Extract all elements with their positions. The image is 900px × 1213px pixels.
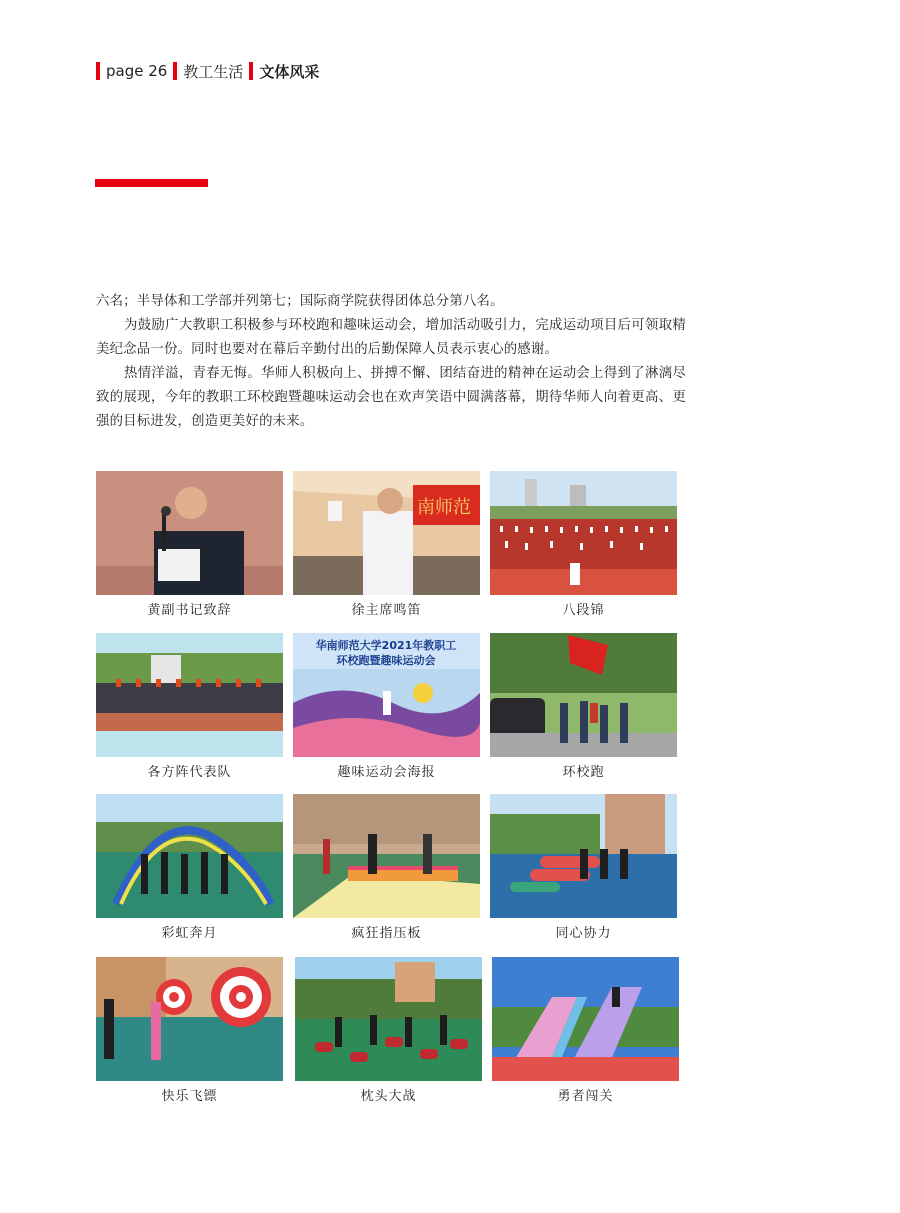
photo-figure <box>295 957 482 1104</box>
photo-speech <box>96 471 283 595</box>
photo-caption: 环校跑 <box>562 765 605 780</box>
photo-baduanjin <box>490 471 677 595</box>
photo-obstacle <box>492 957 679 1081</box>
photo-figure <box>490 633 677 780</box>
subsection-title: 文体风采 <box>259 62 320 81</box>
photo-figure <box>490 794 677 941</box>
poster-title: 华南师范大学2021年教职工 <box>315 639 457 652</box>
photo-figure <box>96 794 283 941</box>
header-page <box>96 62 167 80</box>
photo-figure <box>492 957 679 1104</box>
photo-caption: 各方阵代表队 <box>147 765 232 780</box>
paragraph: 为鼓励广大教职工积极参与环校跑和趣味运动会，增加活动吸引力，完成运动项目后可领取精美纪念品一份。同时也要对在幕后辛勤付出的后勤保障人员表示衷心的感谢。 <box>96 318 686 357</box>
page-header <box>96 60 325 82</box>
photo-figure <box>293 794 480 941</box>
photo-rainbow-moon <box>96 794 283 918</box>
photo-caption: 同心协力 <box>555 926 612 941</box>
photo-caption: 徐主席鸣笛 <box>351 603 422 618</box>
photo-caption: 黄副书记致辞 <box>147 603 232 618</box>
header-marker <box>96 62 100 80</box>
photo-darts <box>96 957 283 1081</box>
section-title: 教工生活 <box>183 62 244 81</box>
paragraph: 六名；半导体和工学部并列第七；国际商学院获得团体总分第八名。 <box>96 294 504 309</box>
photo-parade <box>96 633 283 757</box>
header-subsection <box>249 61 319 82</box>
photo-acupressure <box>293 794 480 918</box>
photo-figure <box>293 633 480 780</box>
photo-figure <box>96 957 283 1104</box>
article-body <box>96 290 686 434</box>
photo-figure <box>293 471 480 618</box>
photo-whistle <box>293 471 480 595</box>
photo-campus-run <box>490 633 677 757</box>
decorative-rule <box>95 179 208 187</box>
photo-caption: 勇者闯关 <box>557 1089 614 1104</box>
photo-caption: 疯狂指压板 <box>351 926 422 941</box>
photo-figure <box>490 471 677 618</box>
photo-caption: 趣味运动会海报 <box>337 765 436 780</box>
banner-text: 南师范 <box>417 497 471 518</box>
paragraph: 热情洋溢，青春无悔。华师人积极向上、拼搏不懈、团结奋进的精神在运动会上得到了淋漓尽致的展现，今年的教职工环校跑暨趣味运动会也在欢声笑语中圆满落幕，期待华师人向着更高、更强的目标进发，创造更美好的未来。 <box>96 366 686 429</box>
photo-caption: 八段锦 <box>562 603 605 618</box>
photo-caption: 快乐飞镖 <box>161 1089 218 1104</box>
photo-teamwork <box>490 794 677 918</box>
header-marker <box>173 62 177 80</box>
photo-poster <box>293 633 480 757</box>
photo-caption: 彩虹奔月 <box>161 926 218 941</box>
poster-title: 环校跑暨趣味运动会 <box>336 654 436 667</box>
photo-figure <box>96 633 283 780</box>
page-number: page 26 <box>106 62 168 80</box>
photo-figure <box>96 471 283 618</box>
photo-pillow-fight <box>295 957 482 1081</box>
header-section <box>173 61 243 82</box>
photo-caption: 枕头大战 <box>360 1089 417 1104</box>
header-marker <box>249 62 253 80</box>
